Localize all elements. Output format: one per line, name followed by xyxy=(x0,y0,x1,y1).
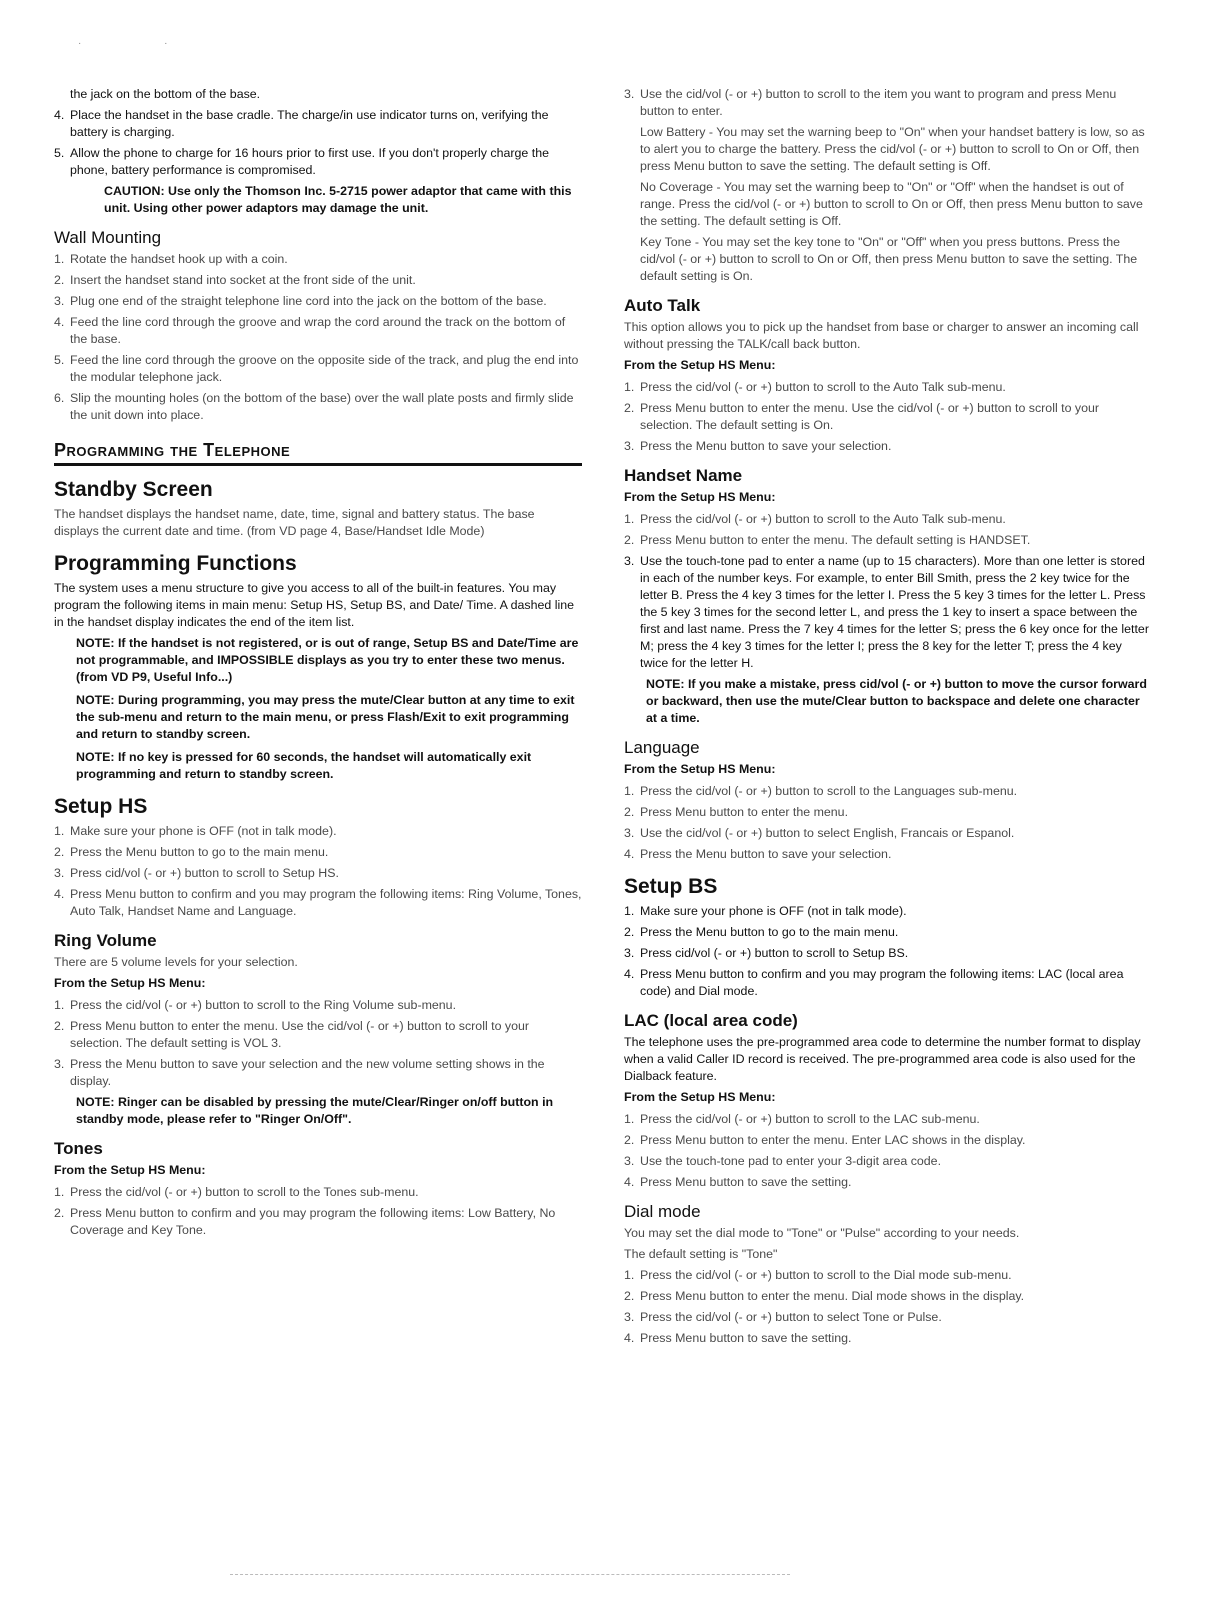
list-item: 1. Make sure your phone is OFF (not in talk mode). xyxy=(624,904,907,918)
list-item: 3. Use the cid/vol (- or +) button to scroll to the item you want to program and press Menu button to enter. xyxy=(624,87,1117,118)
left-column xyxy=(54,86,582,1243)
from-menu-label: From the Setup HS Menu: xyxy=(54,976,206,990)
list-item: 2. Press Menu button to enter the menu. Use the cid/vol (- or +) button to scroll to your selection. The default setting is VOL 3. xyxy=(54,1019,530,1050)
list-item: 2. Press Menu button to enter the menu. Enter LAC shows in the display. xyxy=(624,1133,1026,1147)
list-item: 1. Press the cid/vol (- or +) button to scroll to the Ring Volume sub-menu. xyxy=(54,998,457,1012)
language-heading: Language xyxy=(624,738,700,757)
list-item: 1. Press the cid/vol (- or +) button to scroll to the Dial mode sub-menu. xyxy=(624,1268,1012,1282)
list-item: 3. Use the touch-tone pad to enter a name (up to 15 characters). More than one letter is stored in each of the number keys. For example, to enter Bill Smith, press the 2 key twice for the letter B. Press the 4 key 3 times for the letter I. Press the 5 key 3 times for the letter L. Press the 5 key 3 times for the second letter L, and press the 1 key to insert a space between the first and last name. Press the 7 key 4 times for the letter S; press the 6 key once for the letter M; press the 4 key 3 times for the letter I; press the 8 key for the letter T; press the 4 key twice for the letter H. xyxy=(624,554,1149,670)
list-item: 5. Feed the line cord through the groove on the opposite side of the track, and plug the end into the modular telephone jack. xyxy=(54,353,579,384)
list-item: 2. Press the Menu button to go to the main menu. xyxy=(54,845,329,859)
auto-talk-text: This option allows you to pick up the handset from base or charger to answer an incoming call without pressing the TALK/call back button. xyxy=(624,320,1139,351)
list-item: 4. Press Menu button to save the setting. xyxy=(624,1175,852,1189)
from-menu-label: From the Setup HS Menu: xyxy=(54,1163,206,1177)
lac-heading: LAC (local area code) xyxy=(624,1011,798,1030)
note: NOTE: If no key is pressed for 60 seconds, the handset will automatically exit programming and return to standby screen. xyxy=(76,750,532,781)
from-menu-label: From the Setup HS Menu: xyxy=(624,490,776,504)
list-item: 4. Press the Menu button to save your selection. xyxy=(624,847,892,861)
from-menu-label: From the Setup HS Menu: xyxy=(624,358,776,372)
list-item: 2. Insert the handset stand into socket at the front side of the unit. xyxy=(54,273,416,287)
list-item: 2. Press Menu button to confirm and you may program the following items: Low Battery, No Coverage and Key Tone. xyxy=(54,1206,556,1237)
list-item: 2. Press Menu button to enter the menu. Dial mode shows in the display. xyxy=(624,1289,1025,1303)
ring-volume-heading: Ring Volume xyxy=(54,931,157,950)
list-item: 5. Allow the phone to charge for 16 hours prior to first use. If you don't properly charge the phone, battery performance is compromised. xyxy=(54,146,549,177)
setup-hs-heading: Setup HS xyxy=(54,795,148,818)
note: NOTE: If the handset is not registered, or is out of range, Setup BS and Date/Time are not programmable, and IMPOSSIBLE displays as you try to enter these two menus. (from VD P9, Useful Info...) xyxy=(76,636,579,684)
list-item: 4. Place the handset in the base cradle. The charge/in use indicator turns on, verifying the battery is charging. xyxy=(54,108,549,139)
list-item: 3. Press the cid/vol (- or +) button to select Tone or Pulse. xyxy=(624,1310,942,1324)
no-coverage-text: No Coverage - You may set the warning beep to "On" or "Off" when the handset is out of range. Press the cid/vol (- or +) button to scroll to On or Off, then press Menu button to save the setting. The default setting is Off. xyxy=(640,180,1143,228)
right-column xyxy=(624,86,1152,1351)
setup-bs-heading: Setup BS xyxy=(624,875,718,898)
list-item: 1. Press the cid/vol (- or +) button to scroll to the Auto Talk sub-menu. xyxy=(624,380,1006,394)
programming-functions-heading: Programming Functions xyxy=(54,552,297,575)
list-item: 3. Press the Menu button to save your selection. xyxy=(624,439,892,453)
key-tone-text: Key Tone - You may set the key tone to "On" or "Off" when you press buttons. Press the cid/vol (- or +) button to scroll to On or Off, then press Menu button to save the setting. The default setting is On. xyxy=(640,235,1138,283)
from-menu-label: From the Setup HS Menu: xyxy=(624,1090,776,1104)
list-item: 3. Press cid/vol (- or +) button to scroll to Setup BS. xyxy=(624,946,909,960)
list-item: 3. Use the touch-tone pad to enter your 3-digit area code. xyxy=(624,1154,942,1168)
note: NOTE: Ringer can be disabled by pressing the mute/Clear/Ringer on/off button in standby mode, please refer to "Ringer On/Off". xyxy=(76,1095,554,1126)
dial-mode-text: You may set the dial mode to "Tone" or "Pulse" according to your needs. xyxy=(624,1226,1020,1240)
list-item: 2. Press Menu button to enter the menu. The default setting is HANDSET. xyxy=(624,533,1031,547)
list-item: 1. Press the cid/vol (- or +) button to scroll to the Tones sub-menu. xyxy=(54,1185,419,1199)
scan-artifact xyxy=(230,1574,790,1575)
note: NOTE: If you make a mistake, press cid/vol (- or +) button to move the cursor forward or backward, then use the mute/Clear button to backspace and delete one character at a time. xyxy=(646,677,1147,725)
list-item: 2. Press Menu button to enter the menu. xyxy=(624,805,849,819)
note: NOTE: During programming, you may press the mute/Clear button at any time to exit the sub-menu and return to the main menu, or press Flash/Exit to exit programming and return to standby screen. xyxy=(76,693,575,741)
caution-note: CAUTION: Use only the Thomson Inc. 5-2715 power adaptor that came with this unit. Using other power adaptors may damage the unit. xyxy=(104,184,572,215)
standby-screen-heading: Standby Screen xyxy=(54,478,213,501)
list-item: 3. Press the Menu button to save your selection and the new volume setting shows in the display. xyxy=(54,1057,545,1088)
list-item: 2. Press Menu button to enter the menu. Use the cid/vol (- or +) button to scroll to your selection. The default setting is On. xyxy=(624,401,1100,432)
low-battery-text: Low Battery - You may set the warning beep to "On" when your handset battery is low, so as to alert you to charge the battery. Press the cid/vol (- or +) button to scroll to On or Off, then press Menu button to save the setting. The default setting is Off. xyxy=(640,125,1145,173)
dial-mode-heading: Dial mode xyxy=(624,1202,701,1221)
list-item: 1. Press the cid/vol (- or +) button to scroll to the Auto Talk sub-menu. xyxy=(624,512,1006,526)
list-item: 3. Use the cid/vol (- or +) button to select English, Francais or Espanol. xyxy=(624,826,1015,840)
list-item: 3. Plug one end of the straight telephone line cord into the jack on the bottom of the base. xyxy=(54,294,547,308)
list-item: 1. Press the cid/vol (- or +) button to scroll to the Languages sub-menu. xyxy=(624,784,1018,798)
list-item: 2. Press the Menu button to go to the main menu. xyxy=(624,925,899,939)
continued-text: the jack on the bottom of the base. xyxy=(70,87,261,101)
list-item: 3. Press cid/vol (- or +) button to scroll to Setup HS. xyxy=(54,866,339,880)
programming-functions-text: The system uses a menu structure to give you access to all of the built-in features. You may program the following items in main menu: Setup HS, Setup BS, and Date/ Time. A dashed line in the handset display indicates the end of the item list. xyxy=(54,581,574,629)
wall-mounting-heading: Wall Mounting xyxy=(54,228,162,247)
list-item: 1. Rotate the handset hook up with a coin. xyxy=(54,252,288,266)
from-menu-label: From the Setup HS Menu: xyxy=(624,762,776,776)
list-item: 1. Make sure your phone is OFF (not in talk mode). xyxy=(54,824,337,838)
list-item: 4. Press Menu button to save the setting. xyxy=(624,1331,852,1345)
dial-mode-default: The default setting is "Tone" xyxy=(624,1247,778,1261)
standby-text: The handset displays the handset name, date, time, signal and battery status. The base displays the current date and time. (from VD page 4, Base/Handset Idle Mode) xyxy=(54,507,535,538)
list-item: 4. Feed the line cord through the groove and wrap the cord around the track on the bottom of the base. xyxy=(54,315,566,346)
handset-name-heading: Handset Name xyxy=(624,466,743,485)
list-item: 4. Press Menu button to confirm and you may program the following items: Ring Volume, Tones, Auto Talk, Handset Name and Language. xyxy=(54,887,582,918)
tones-heading: Tones xyxy=(54,1139,103,1158)
auto-talk-heading: Auto Talk xyxy=(624,296,701,315)
list-item: 6. Slip the mounting holes (on the bottom of the base) over the wall plate posts and firmly slide the unit down into place. xyxy=(54,391,574,422)
scan-marks: · · xyxy=(78,38,208,49)
ring-volume-text: There are 5 volume levels for your selection. xyxy=(54,955,298,969)
section-title: Programming the Telephone xyxy=(54,440,582,466)
list-item: 4. Press Menu button to confirm and you may program the following items: LAC (local area code) and Dial mode. xyxy=(624,967,1124,998)
list-item: 1. Press the cid/vol (- or +) button to scroll to the LAC sub-menu. xyxy=(624,1112,980,1126)
lac-text: The telephone uses the pre-programmed area code to determine the number format to display when a valid Caller ID record is received. The pre-programmed area code is also used for the Dialback feature. xyxy=(624,1035,1141,1083)
